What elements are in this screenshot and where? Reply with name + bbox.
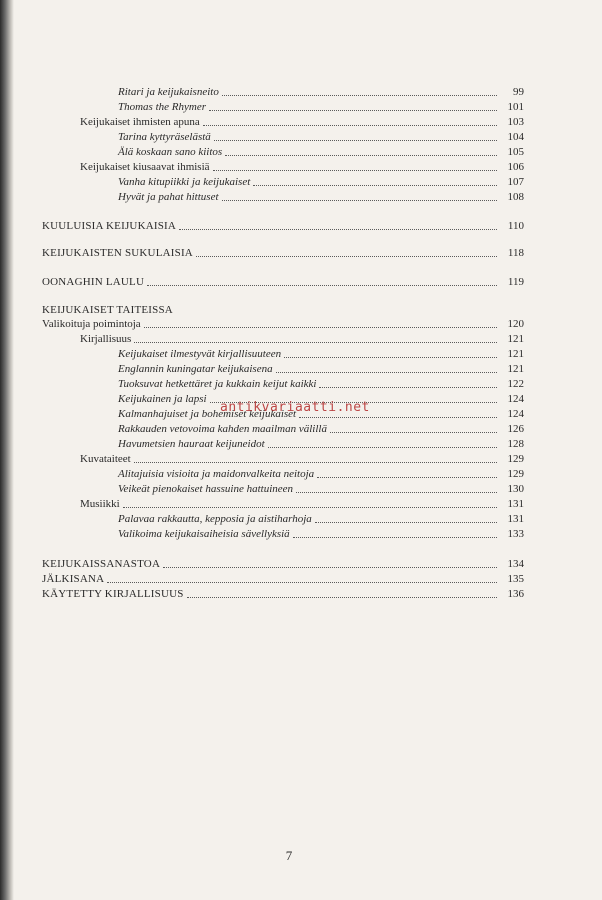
toc-entry <box>80 115 524 129</box>
toc-entry-title: Keijukaiset ilmestyvät kirjallisuuteen <box>118 348 282 360</box>
toc-entry-page: 110 <box>507 220 524 232</box>
toc-entry-page: 106 <box>507 161 524 173</box>
toc-entry-page: 134 <box>507 558 524 570</box>
leader-dots <box>253 175 497 186</box>
toc-entry <box>118 190 524 204</box>
leader-dots <box>134 452 497 463</box>
toc-entry <box>42 557 524 571</box>
toc-entry <box>118 437 524 451</box>
toc-entry <box>42 219 524 233</box>
leader-dots <box>209 100 497 111</box>
toc-entry <box>118 362 524 376</box>
toc-entry-title: Ritari ja keijukaisneito <box>118 86 219 98</box>
toc-entry-title: Alitajuisia visioita ja maidonvalkeita neitoja <box>118 468 315 480</box>
leader-dots <box>317 467 497 478</box>
toc-entry <box>80 160 524 174</box>
toc-entry-title: OONAGHIN LAULU <box>42 276 145 288</box>
toc-entry-page: 121 <box>507 333 524 345</box>
toc-entry-title: Keijukainen ja lapsi <box>118 393 207 405</box>
toc-entry-title: KÄYTETTY KIRJALLISUUS <box>42 588 184 600</box>
toc-entry <box>42 572 524 586</box>
toc-entry <box>42 317 524 331</box>
toc-entry-title: KEIJUKAISSANASTOA <box>42 558 161 570</box>
leader-dots <box>213 160 497 171</box>
leader-dots <box>134 332 497 343</box>
toc-entry-page: 121 <box>507 363 524 375</box>
toc-entry <box>118 347 524 361</box>
toc-entry <box>118 482 524 496</box>
toc-entry-title: Tarina kyttyräselästä <box>118 131 211 143</box>
toc-entry-page: 129 <box>507 453 524 465</box>
leader-dots <box>163 557 497 568</box>
leader-dots <box>196 246 497 257</box>
leader-dots <box>179 219 497 230</box>
toc-entry-page: 104 <box>507 131 524 143</box>
leader-dots <box>268 437 497 448</box>
toc-entry-page: 119 <box>507 276 524 288</box>
toc-entry-page: 105 <box>507 146 524 158</box>
toc-entry <box>118 377 524 391</box>
toc-entry <box>118 145 524 159</box>
toc-entry <box>118 467 524 481</box>
toc-entry-page: 124 <box>507 408 524 420</box>
toc-entry-page: 124 <box>507 393 524 405</box>
toc-entry-page: 107 <box>507 176 524 188</box>
leader-dots <box>107 572 497 583</box>
toc-entry-page: 118 <box>507 247 524 259</box>
toc-entry-title: Thomas the Rhymer <box>118 101 206 113</box>
toc-entry-page: 121 <box>507 348 524 360</box>
toc-entry-title: Englannin kuningatar keijukaisena <box>118 363 273 375</box>
toc-entry <box>118 175 524 189</box>
toc-entry-title: Valikoima keijukaisaiheisia sävellyksiä <box>118 528 290 540</box>
toc-entry-page: 128 <box>507 438 524 450</box>
toc-section-heading <box>42 303 524 317</box>
toc-entry-title: KUULUISIA KEIJUKAISIA <box>42 220 177 232</box>
leader-dots <box>225 145 497 156</box>
toc-entry-title: JÄLKISANA <box>42 573 105 585</box>
toc-entry <box>42 587 524 601</box>
toc-entry-title: Rakkauden vetovoima kahden maailman välillä <box>118 423 327 435</box>
leader-dots <box>222 190 497 201</box>
toc-entry-page: 122 <box>507 378 524 390</box>
toc-entry-page: 108 <box>507 191 524 203</box>
toc-entry-title: Vanha kitupiikki ja keijukaiset <box>118 176 251 188</box>
leader-dots <box>296 482 497 493</box>
toc-entry-page: 131 <box>507 513 524 525</box>
leader-dots <box>144 317 497 328</box>
leader-dots <box>203 115 497 126</box>
toc-entry <box>118 130 524 144</box>
toc-entry-title: Kuvataiteet <box>80 453 131 465</box>
leader-dots <box>315 512 497 523</box>
toc-entry <box>80 497 524 511</box>
toc-entry-page: 133 <box>507 528 524 540</box>
toc-entry-title: Älä koskaan sano kiitos <box>118 146 223 158</box>
leader-dots <box>276 362 497 373</box>
toc-entry-title: Kirjallisuus <box>80 333 132 345</box>
toc-entry-page: 120 <box>507 318 524 330</box>
toc-entry-title: Hyvät ja pahat hittuset <box>118 191 219 203</box>
toc-entry <box>118 527 524 541</box>
leader-dots <box>222 85 497 96</box>
toc-entry-title: Keijukaiset ihmisten apuna <box>80 116 200 128</box>
toc-entry <box>118 422 524 436</box>
toc-entry-title: KEIJUKAISET TAITEISSA <box>42 304 173 316</box>
toc-entry-page: 136 <box>507 588 524 600</box>
toc-entry-title: Kalmanhajuiset ja bohemiset keijukaiset <box>118 408 297 420</box>
toc-entry-title: Veikeät pienokaiset hassuine hattuineen <box>118 483 294 495</box>
toc-entry-page: 126 <box>507 423 524 435</box>
toc-entry-title: Keijukaiset kiusaavat ihmisiä <box>80 161 210 173</box>
toc-entry-title: Palavaa rakkautta, kepposia ja aistiharhoja <box>118 513 312 525</box>
toc-entry-title: Tuoksuvat hetkettäret ja kukkain keijut kaikki <box>118 378 317 390</box>
toc-entry <box>42 246 524 260</box>
leader-dots <box>214 130 497 141</box>
leader-dots <box>319 377 497 388</box>
toc-entry <box>118 100 524 114</box>
toc-entry-page: 129 <box>507 468 524 480</box>
leader-dots <box>293 527 497 538</box>
toc-entry <box>80 332 524 346</box>
toc-entry-page: 130 <box>507 483 524 495</box>
toc-entry-title: KEIJUKAISTEN SUKULAISIA <box>42 247 193 259</box>
toc-entry-page: 101 <box>507 101 524 113</box>
toc-entry-page: 103 <box>507 116 524 128</box>
toc-entry-page: 131 <box>507 498 524 510</box>
toc-entry <box>42 275 524 289</box>
leader-dots <box>330 422 497 433</box>
leader-dots <box>123 497 497 508</box>
leader-dots <box>147 275 497 286</box>
toc-entry-title: Havumetsien hauraat keijuneidot <box>118 438 265 450</box>
toc-entry-title: Valikoituja poimintoja <box>42 318 141 330</box>
leader-dots <box>187 587 497 598</box>
leader-dots <box>284 347 497 358</box>
toc-entry <box>80 452 524 466</box>
watermark-text: antikvariaatti.net <box>220 400 370 415</box>
page-number: 7 <box>285 848 293 863</box>
toc-entry-title: Musiikki <box>80 498 120 510</box>
toc-entry-page: 99 <box>513 86 524 98</box>
toc-entry-page: 135 <box>507 573 524 585</box>
toc-entry <box>118 512 524 526</box>
toc-entry <box>118 85 524 99</box>
